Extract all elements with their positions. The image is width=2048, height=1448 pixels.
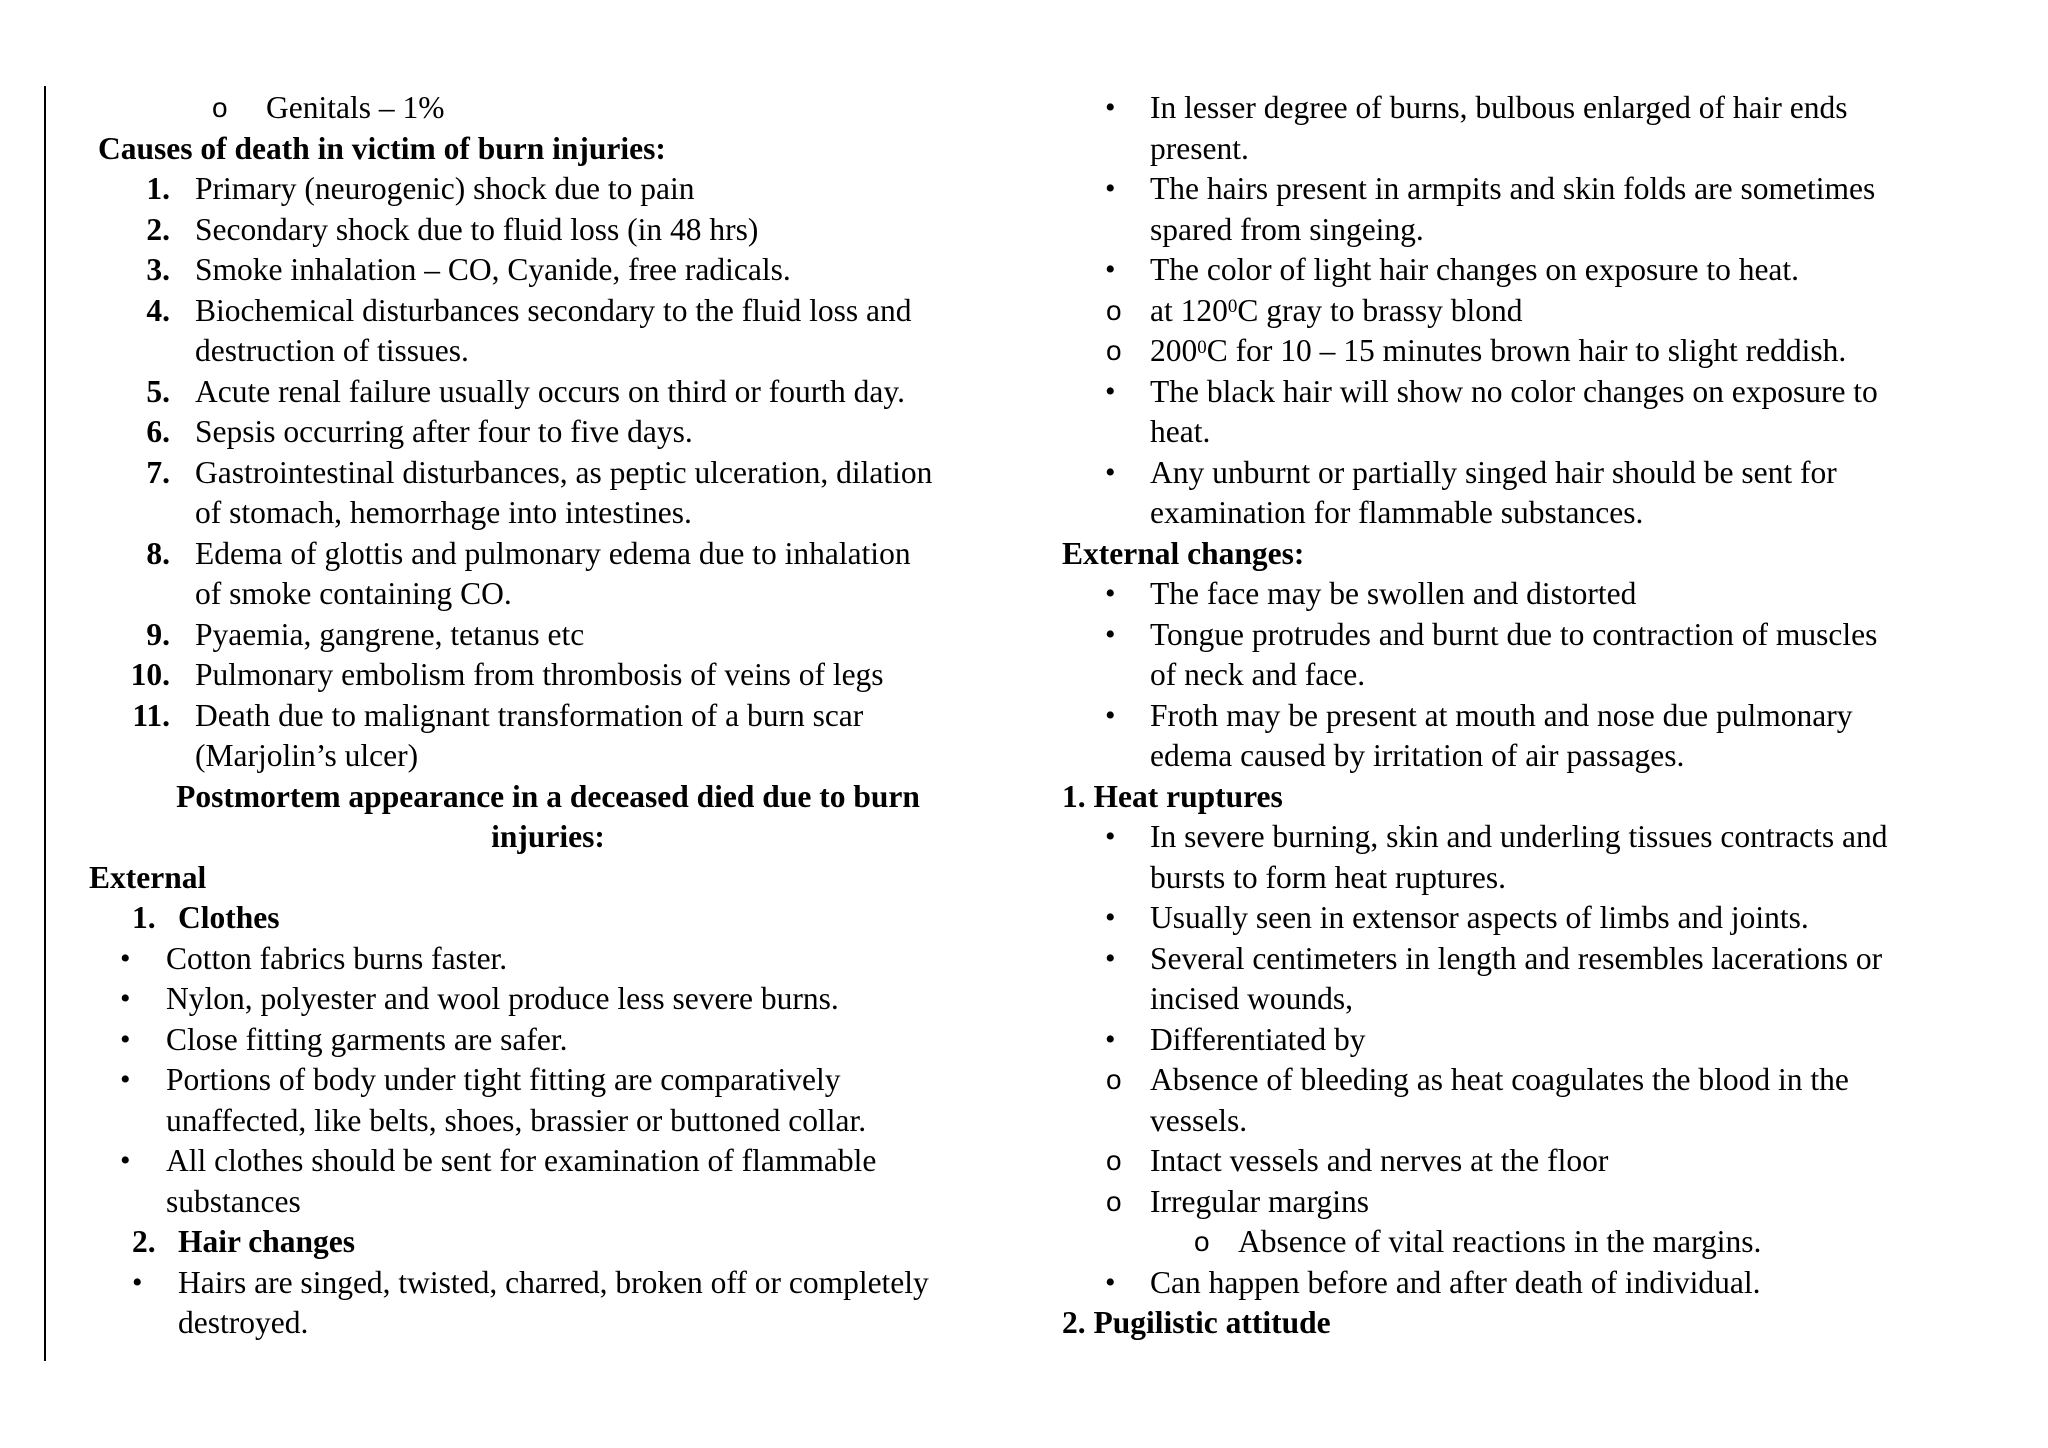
list-item xyxy=(60,939,1020,980)
sub-bullet-marker: o xyxy=(1106,1064,1122,1095)
degree-superscript: 0 xyxy=(1227,296,1238,317)
list-text: Intact vessels and nerves at the floor xyxy=(1150,1143,1609,1178)
hair-bullets-b xyxy=(1062,372,2022,534)
list-text: The black hair will show no color changes on exposure to xyxy=(1150,373,1878,409)
causes-heading: Causes of death in victim of burn injuries: xyxy=(98,130,666,166)
heat-ruptures-heading: 1. Heat ruptures xyxy=(1062,778,1283,814)
list-item xyxy=(1062,453,2022,534)
list-item xyxy=(60,453,1020,534)
genitals-item xyxy=(60,88,1020,129)
list-item xyxy=(1062,169,2022,250)
bullet-marker: • xyxy=(120,982,131,1015)
sub-bullet-marker: o xyxy=(1194,1226,1210,1257)
temp-text: 200 xyxy=(1150,333,1198,368)
list-item xyxy=(60,291,1020,372)
list-text: Any unburnt or partially singed hair should be sent for xyxy=(1150,454,1837,490)
hair-list xyxy=(60,1263,1020,1344)
postmortem-heading-line2: injuries: xyxy=(491,819,605,854)
bullet-marker: • xyxy=(120,941,131,975)
list-text: Secondary shock due to fluid loss (in 48 hrs) xyxy=(195,211,759,247)
list-text: Biochemical disturbances secondary to the fluid loss and xyxy=(195,292,912,328)
left-column xyxy=(60,88,1020,1344)
vital-reactions-item xyxy=(1062,1222,2022,1263)
list-item xyxy=(60,979,1020,1020)
list-item xyxy=(1062,574,2022,615)
list-text: In lesser degree of burns, bulbous enlarged of hair ends xyxy=(1150,90,1848,125)
list-text: Froth may be present at mouth and nose due pulmonary xyxy=(1150,697,1853,733)
bullet-marker: • xyxy=(1105,820,1116,853)
before-after-item xyxy=(1062,1263,2022,1304)
list-number: 1. xyxy=(146,171,170,206)
list-item xyxy=(1062,1020,2022,1061)
list-text: The hairs present in armpits and skin folds are sometimes xyxy=(1150,171,1876,206)
list-item xyxy=(60,696,1020,777)
list-text: present. xyxy=(1150,130,1249,166)
external-heading: External xyxy=(89,859,207,895)
bullet-marker: • xyxy=(1105,617,1116,651)
bullet-marker: • xyxy=(1105,901,1116,934)
bullet-marker: • xyxy=(120,1063,131,1096)
degree-superscript: 0 xyxy=(1197,336,1207,358)
list-text: Hairs are singed, twisted, charred, broken off or completely xyxy=(178,1264,929,1300)
list-text: edema caused by irritation of air passages. xyxy=(1150,738,1685,773)
list-item xyxy=(60,1263,1020,1344)
list-item xyxy=(1062,250,2022,291)
hair-heading xyxy=(60,1222,1020,1263)
list-text: substances xyxy=(166,1183,301,1219)
list-number: 2. xyxy=(146,211,170,247)
margin-rule xyxy=(44,86,46,1361)
list-text: unaffected, like belts, shoes, brassier or buttoned collar. xyxy=(166,1102,867,1138)
temperature-item-120 xyxy=(1062,291,2022,332)
bullet-marker: • xyxy=(1105,941,1116,975)
bullet-marker: • xyxy=(1105,1022,1116,1056)
list-item xyxy=(1062,696,2022,777)
list-item xyxy=(1062,939,2022,1020)
list-text: Gastrointestinal disturbances, as peptic ulceration, dilation xyxy=(195,454,933,490)
list-text: Acute renal failure usually occurs on third or fourth day. xyxy=(195,373,905,409)
pugilistic-heading: 2. Pugilistic attitude xyxy=(1062,1305,1331,1340)
list-text: Differentiated by xyxy=(1150,1021,1366,1057)
sub-bullet-marker: o xyxy=(1106,1145,1122,1176)
list-number: 3. xyxy=(146,252,170,287)
list-text: heat. xyxy=(1150,414,1211,449)
genitals-text: Genitals – 1% xyxy=(266,90,445,125)
bullet-marker: • xyxy=(1105,1265,1116,1299)
sub-bullet-marker: o xyxy=(1106,1185,1122,1217)
list-number: 6. xyxy=(146,414,170,449)
bullet-marker: • xyxy=(120,1022,131,1056)
bullet-marker: • xyxy=(1105,374,1116,408)
list-text: Absence of vital reactions in the margins. xyxy=(1238,1224,1762,1259)
list-text: All clothes should be sent for examination of flammable xyxy=(166,1143,877,1178)
list-number: 5. xyxy=(146,373,170,409)
bullet-marker: • xyxy=(1105,91,1116,124)
list-text: Nylon, polyester and wool produce less severe burns. xyxy=(166,981,839,1016)
list-item xyxy=(60,412,1020,453)
list-item xyxy=(1062,817,2022,898)
list-item xyxy=(1062,615,2022,696)
list-text: Absence of bleeding as heat coagulates the blood in the xyxy=(1150,1062,1849,1097)
list-text: destruction of tissues. xyxy=(195,333,469,368)
clothes-list xyxy=(60,939,1020,1223)
differentiated-sublist xyxy=(1062,1060,2022,1222)
bullet-marker: • xyxy=(1105,698,1116,732)
list-text: Sepsis occurring after four to five days. xyxy=(195,414,693,449)
list-text: The face may be swollen and distorted xyxy=(1150,576,1637,611)
list-text: of stomach, hemorrhage into intestines. xyxy=(195,495,692,530)
list-item xyxy=(60,534,1020,615)
heat-ruptures-list xyxy=(1062,817,2022,1060)
list-item xyxy=(60,210,1020,251)
bullet-marker: • xyxy=(1105,172,1116,205)
list-item xyxy=(60,615,1020,656)
list-text: Tongue protrudes and burnt due to contraction of muscles xyxy=(1150,616,1878,652)
list-text: Pyaemia, gangrene, tetanus etc xyxy=(195,616,585,652)
list-number: 8. xyxy=(146,535,170,571)
temp-text: at 120 xyxy=(1150,292,1228,328)
list-text: Can happen before and after death of individual. xyxy=(1150,1264,1761,1300)
external-changes-list xyxy=(1062,574,2022,777)
list-item xyxy=(1062,1141,2022,1182)
list-text: Cotton fabrics burns faster. xyxy=(166,940,508,976)
list-number: 4. xyxy=(146,292,170,328)
list-item xyxy=(1062,898,2022,939)
bullet-marker: • xyxy=(1105,577,1116,610)
list-text: vessels. xyxy=(1150,1102,1248,1138)
list-item xyxy=(1062,1182,2022,1223)
list-item xyxy=(60,250,1020,291)
list-number: 11. xyxy=(132,697,170,733)
list-text: examination for flammable substances. xyxy=(1150,495,1644,530)
right-column xyxy=(1062,88,2022,1344)
list-text: Edema of glottis and pulmonary edema due to inhalation xyxy=(195,535,911,571)
list-item xyxy=(60,169,1020,210)
list-text: Portions of body under tight fitting are comparatively xyxy=(166,1062,841,1097)
hair-bullets-a xyxy=(1062,88,2022,291)
list-text: Death due to malignant transformation of a burn scar xyxy=(195,697,864,733)
list-text: Smoke inhalation – CO, Cyanide, free radicals. xyxy=(195,252,791,287)
hair-heading-text: Hair changes xyxy=(178,1224,356,1259)
bullet-marker: • xyxy=(132,1265,143,1299)
list-text: incised wounds, xyxy=(1150,981,1353,1016)
section-number: 2. xyxy=(132,1224,156,1259)
sub-bullet-marker: o xyxy=(1106,294,1122,326)
postmortem-heading-line1: Postmortem appearance in a deceased died due to burn xyxy=(176,778,920,814)
sub-bullet-marker: o xyxy=(1106,335,1122,366)
list-item xyxy=(60,1020,1020,1061)
list-text: of smoke containing CO. xyxy=(195,576,512,611)
section-number: 1. xyxy=(132,900,156,935)
list-text: Primary (neurogenic) shock due to pain xyxy=(195,171,695,206)
list-item xyxy=(60,1141,1020,1222)
list-item xyxy=(60,1060,1020,1141)
list-item xyxy=(60,655,1020,696)
list-item xyxy=(60,372,1020,413)
causes-list xyxy=(60,169,1020,777)
list-text: In severe burning, skin and underling tissues contracts and xyxy=(1150,819,1888,854)
list-text: Usually seen in extensor aspects of limbs and joints. xyxy=(1150,900,1809,935)
clothes-heading xyxy=(60,898,1020,939)
bullet-marker: • xyxy=(120,1144,131,1177)
bullet-marker: • xyxy=(1105,455,1116,489)
list-number: 9. xyxy=(146,616,170,652)
list-item xyxy=(1062,372,2022,453)
list-text: spared from singeing. xyxy=(1150,211,1424,247)
list-item xyxy=(1062,1060,2022,1141)
list-text: Irregular margins xyxy=(1150,1183,1369,1219)
list-number: 10. xyxy=(130,657,170,692)
list-text: Pulmonary embolism from thrombosis of veins of legs xyxy=(195,657,884,692)
list-number: 7. xyxy=(146,454,170,490)
list-text: bursts to form heat ruptures. xyxy=(1150,859,1507,895)
list-text: (Marjolin’s ulcer) xyxy=(195,738,419,773)
list-item xyxy=(1062,88,2022,169)
external-changes-heading: External changes: xyxy=(1062,535,1305,571)
sub-bullet-marker: o xyxy=(212,92,228,123)
temp-text: C gray to brassy blond xyxy=(1237,292,1523,328)
list-text: Several centimeters in length and resembles lacerations or xyxy=(1150,940,1883,976)
list-text: Close fitting garments are safer. xyxy=(166,1021,568,1057)
temperature-item-200 xyxy=(1062,331,2022,372)
list-text: destroyed. xyxy=(178,1305,309,1340)
list-text: The color of light hair changes on exposure to heat. xyxy=(1150,252,1800,287)
bullet-marker: • xyxy=(1105,253,1116,286)
clothes-heading-text: Clothes xyxy=(178,900,280,935)
list-text: of neck and face. xyxy=(1150,657,1366,692)
temp-text: C for 10 – 15 minutes brown hair to slight reddish. xyxy=(1206,333,1847,368)
